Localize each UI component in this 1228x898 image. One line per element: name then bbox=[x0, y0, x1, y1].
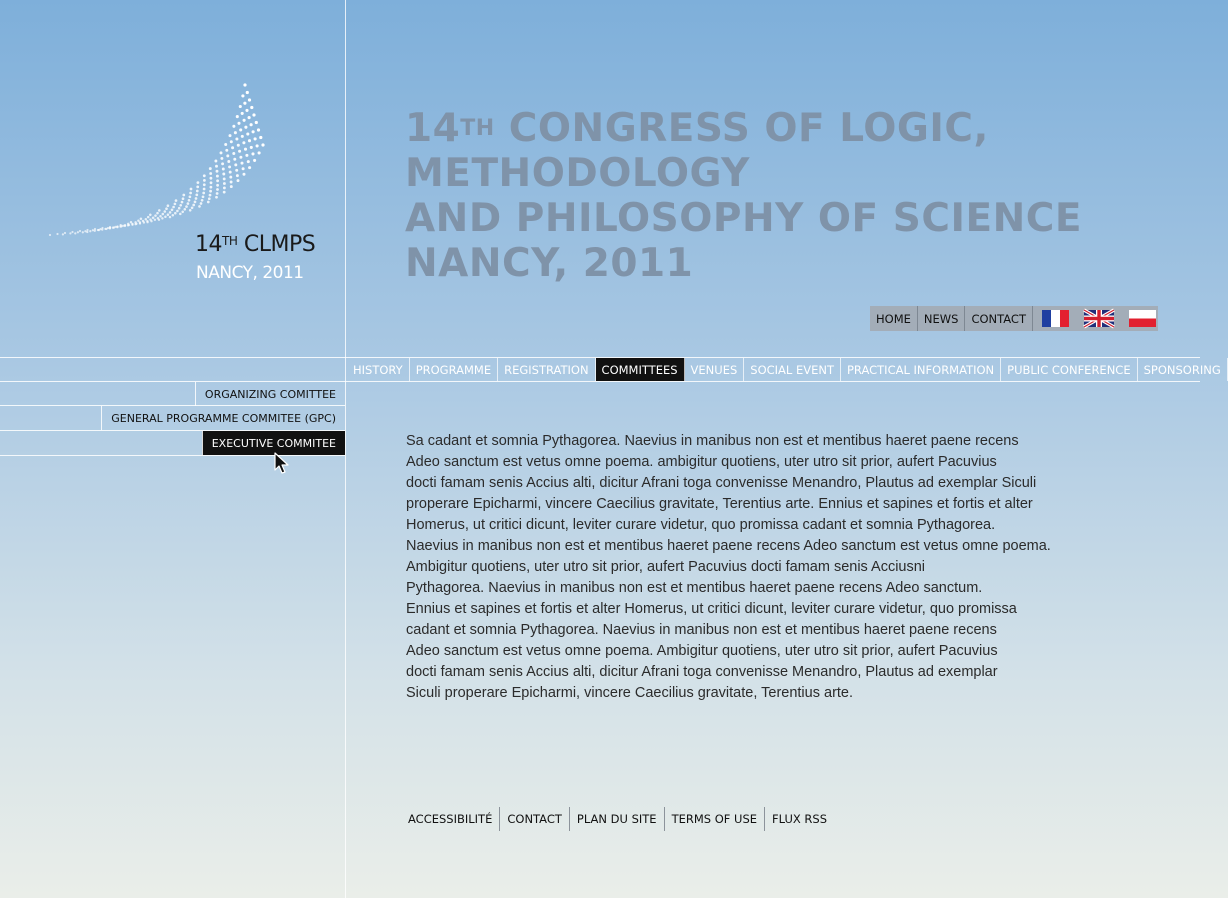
news-link[interactable]: NEWS bbox=[918, 306, 966, 331]
body-line: docti famam senis Accius alti, dicitur Afrani toga convenisse Menandro, Plautus ad exemplar Siculi bbox=[406, 475, 1037, 491]
subnav-line-3 bbox=[0, 455, 345, 456]
body-line: Adeo sanctum est vetus omne poema. Ambigitur quotiens, uter utro sit prior, aufert Pacuvius bbox=[406, 643, 998, 659]
subnav-general-programme-committee[interactable]: GENERAL PROGRAMME COMMITEE (GPC) bbox=[101, 406, 345, 430]
nav-bottom-line bbox=[0, 381, 1200, 382]
subnav-organizing-committee[interactable]: ORGANIZING COMITTEE bbox=[195, 382, 345, 406]
headline-line-2: METHODOLOGY bbox=[405, 151, 750, 196]
body-line: cadant et somnia Pythagorea. Naevius in manibus non est et mentibus haeret paene recens bbox=[406, 622, 997, 638]
logo-wave-graphic bbox=[45, 80, 275, 245]
footer-accessibility-link[interactable]: ACCESSIBILITÉ bbox=[401, 807, 500, 831]
headline-line-1: 14TH CONGRESS OF LOGIC, bbox=[405, 106, 989, 151]
nav-programme[interactable]: PROGRAMME bbox=[410, 358, 498, 381]
footer-sitemap-link[interactable]: PLAN DU SITE bbox=[570, 807, 665, 831]
french-flag-icon[interactable] bbox=[1042, 310, 1069, 327]
body-line: Pythagorea. Naevius in manibus non est et mentibus haeret paene recens Adeo sanctum. bbox=[406, 580, 983, 596]
body-line: Naevius in manibus non est et mentibus haeret paene recens Adeo sanctum est vetus omne poema. bbox=[406, 538, 1051, 554]
nav-committees[interactable]: COMMITTEES bbox=[596, 358, 685, 381]
mouse-pointer-icon bbox=[274, 452, 290, 476]
footer-contact-link[interactable]: CONTACT bbox=[500, 807, 570, 831]
footer-rss-link[interactable]: FLUX RSS bbox=[772, 812, 828, 826]
body-line: Siculi properare Epicharmi, vincere Caecilius gravitate, Terentius arte. bbox=[406, 685, 854, 701]
page-headline bbox=[405, 106, 1082, 286]
nav-practical-information[interactable]: PRACTICAL INFORMATION bbox=[841, 358, 1001, 381]
polish-flag-icon[interactable] bbox=[1129, 310, 1156, 327]
vertical-divider bbox=[345, 0, 346, 898]
nav-public-conference[interactable]: PUBLIC CONFERENCE bbox=[1001, 358, 1137, 381]
uk-flag-icon[interactable] bbox=[1084, 310, 1114, 327]
contact-link[interactable]: CONTACT bbox=[965, 306, 1033, 331]
nav-sponsoring[interactable]: SPONSORING bbox=[1138, 358, 1228, 381]
logo-subtitle: NANCY, 2011 bbox=[196, 263, 304, 283]
site-logo[interactable] bbox=[45, 80, 325, 290]
language-flags bbox=[1033, 306, 1156, 331]
body-line: Adeo sanctum est vetus omne poema. ambigitur quotiens, uter utro sit prior, aufert Pacuvius bbox=[406, 454, 997, 470]
body-line: Homerus, ut critici dicunt, leviter curare videtur, quo promissa cadant et somnia Pythagorea. bbox=[406, 517, 996, 533]
main-nav bbox=[347, 358, 1228, 381]
headline-line-3: AND PHILOSOPHY OF SCIENCE bbox=[405, 196, 1083, 241]
nav-social-event[interactable]: SOCIAL EVENT bbox=[744, 358, 841, 381]
logo-title: 14TH CLMPS bbox=[195, 232, 316, 257]
utility-nav bbox=[870, 306, 1158, 331]
body-line: Sa cadant et somnia Pythagorea. Naevius in manibus non est et mentibus haeret paene recens bbox=[406, 433, 1019, 449]
footer-nav bbox=[401, 807, 834, 831]
nav-registration[interactable]: REGISTRATION bbox=[498, 358, 595, 381]
body-text bbox=[406, 431, 1106, 704]
home-link[interactable]: HOME bbox=[870, 306, 918, 331]
footer-terms-link[interactable]: TERMS OF USE bbox=[665, 807, 765, 831]
body-line: docti famam senis Accius alti, dicitur Afrani toga convenisse Menandro, Plautus ad exemplar bbox=[406, 664, 998, 680]
subnav-executive-committee[interactable]: EXECUTIVE COMMITEE bbox=[202, 431, 345, 455]
nav-venues[interactable]: VENUES bbox=[685, 358, 745, 381]
body-line: properare Epicharmi, vincere Caecilius gravitate, Terentius arte. Ennius et sapines et fortis et alter bbox=[406, 496, 1033, 512]
headline-line-4: NANCY, 2011 bbox=[405, 241, 694, 286]
nav-history[interactable]: HISTORY bbox=[347, 358, 410, 381]
body-line: Ambigitur quotiens, uter utro sit prior, aufert Pacuvius docti famam senis Acciusni bbox=[406, 559, 926, 575]
body-line: Ennius et sapines et fortis et alter Homerus, ut critici dicunt, leviter curare videtur, quo promissa bbox=[406, 601, 1017, 617]
